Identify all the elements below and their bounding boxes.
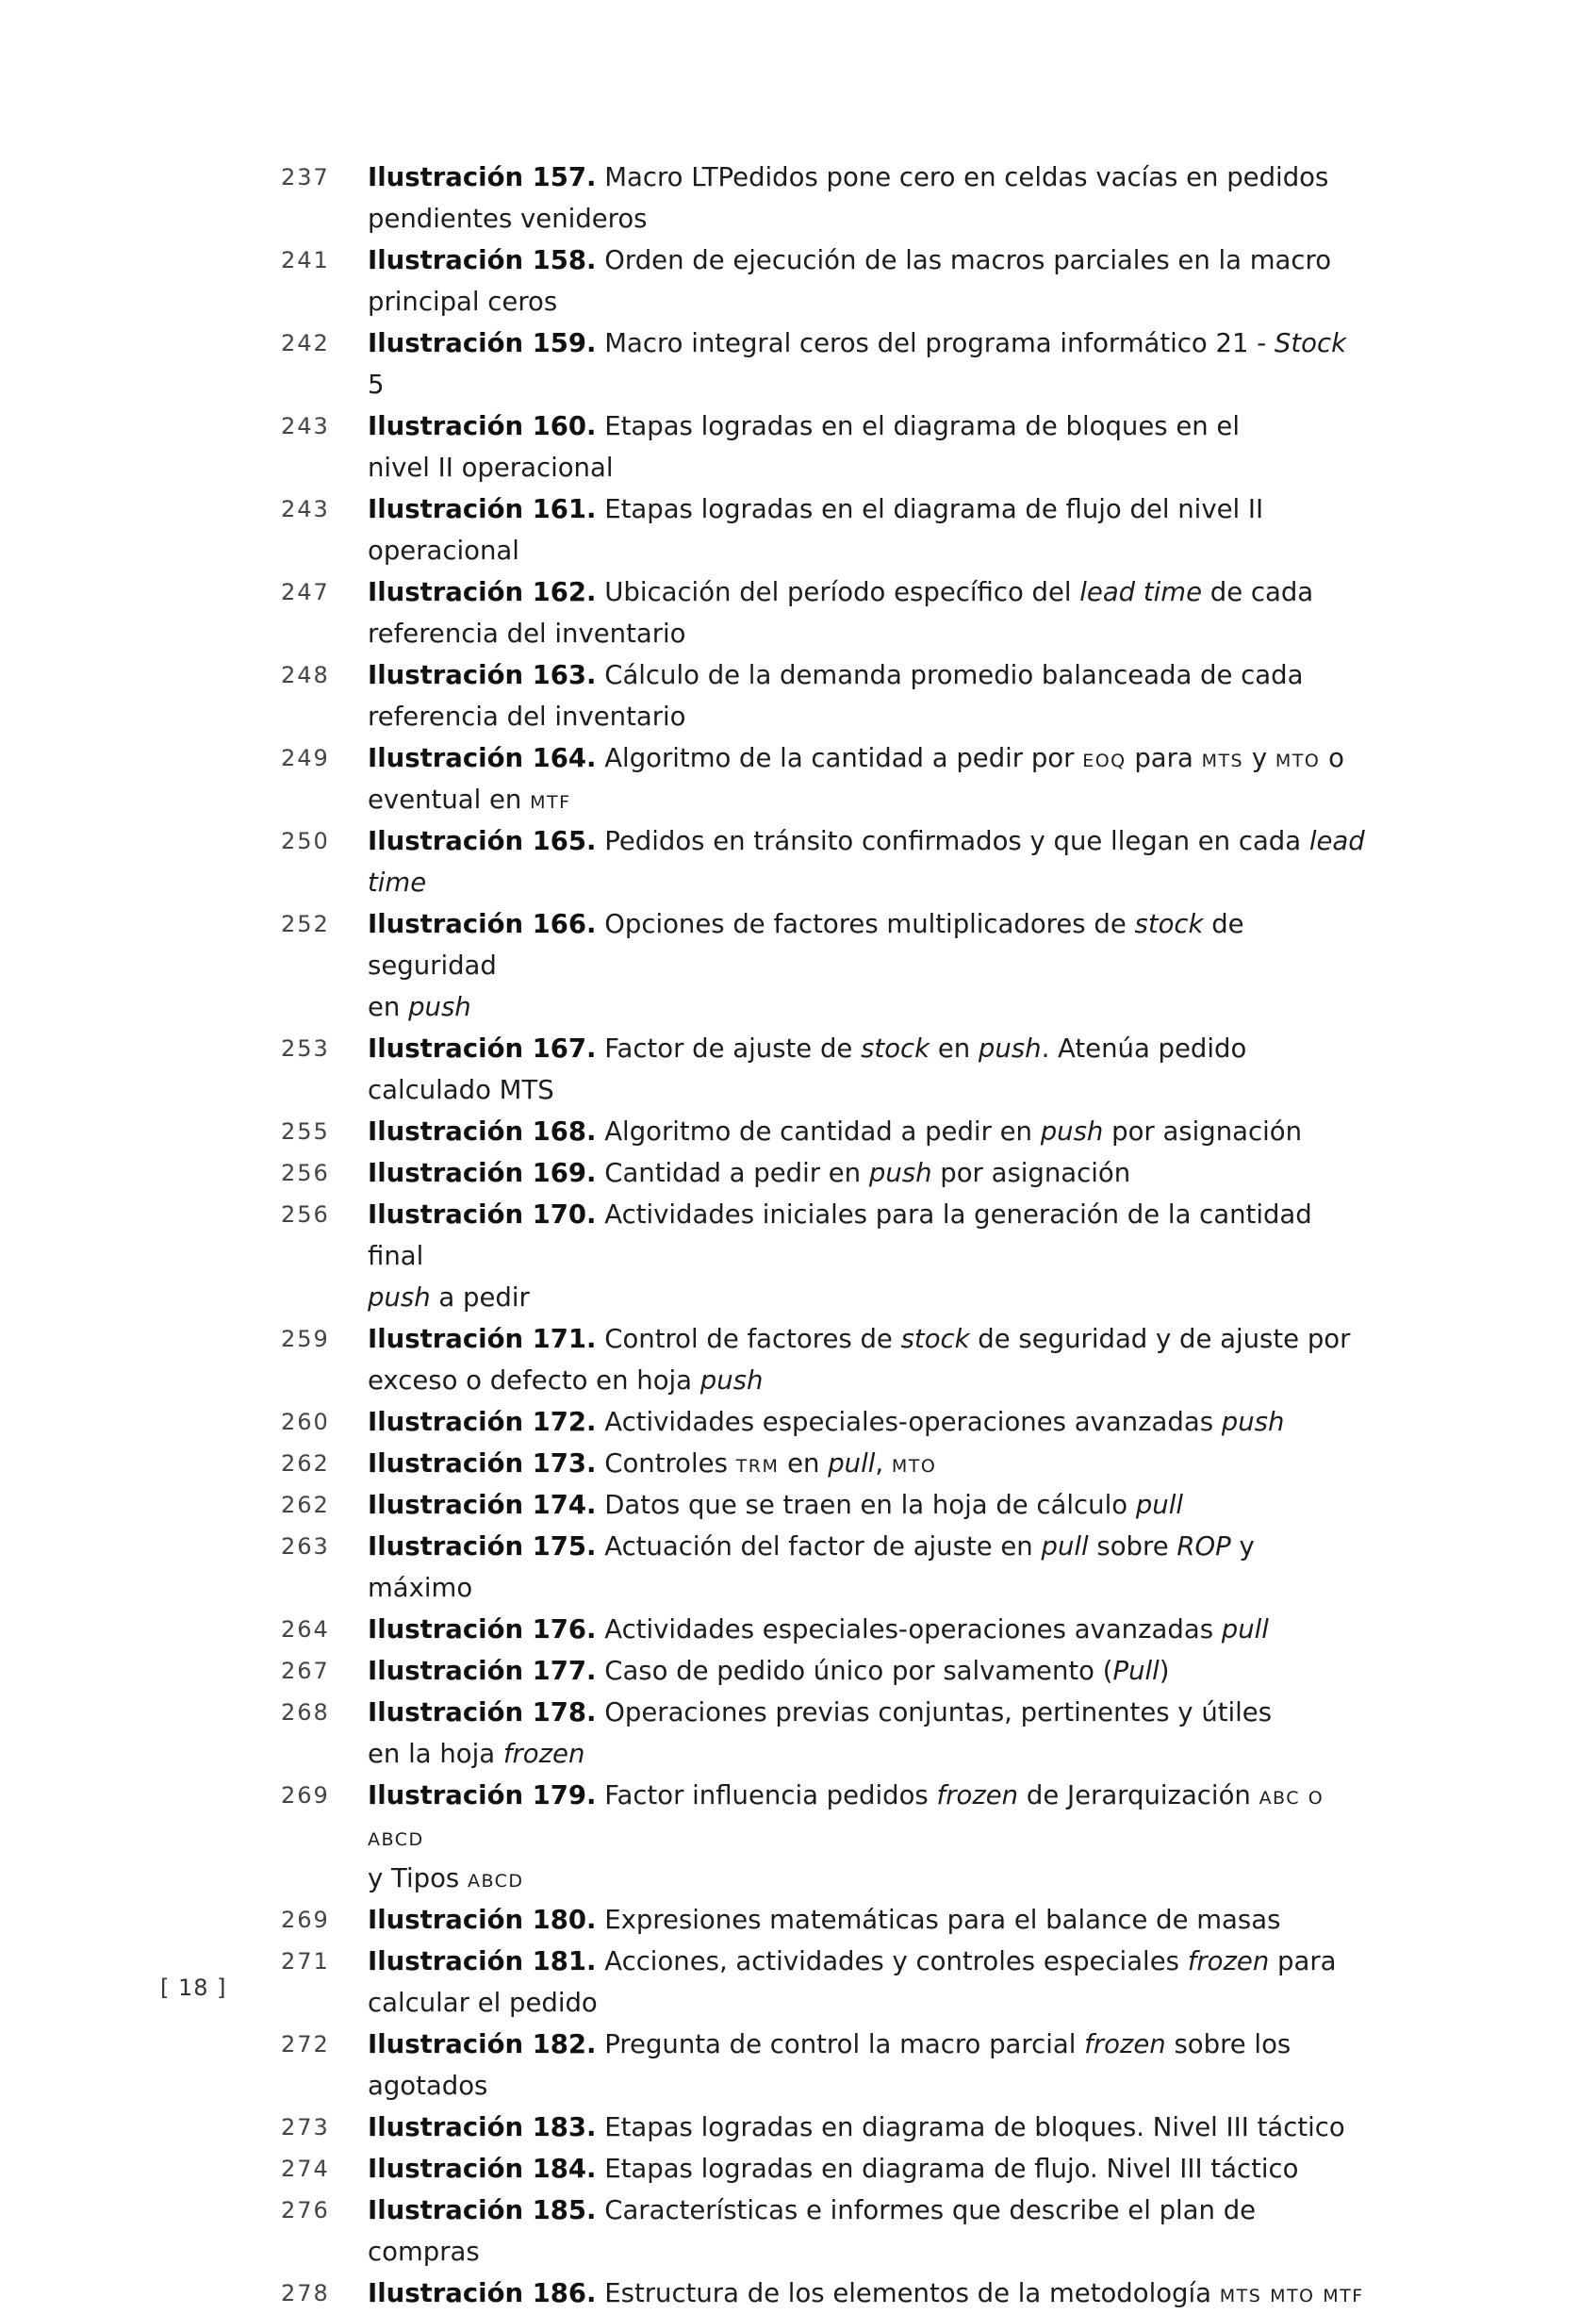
entry-label: Ilustración 171. bbox=[368, 1324, 597, 1354]
entry-text bbox=[368, 2107, 1367, 2148]
toc-entry bbox=[0, 322, 1596, 405]
entry-label: Ilustración 185. bbox=[368, 2195, 597, 2225]
entry-italic-term: push bbox=[1040, 1116, 1104, 1147]
entry-acronym: mto bbox=[1270, 2278, 1315, 2308]
entry-page-number: 268 bbox=[281, 1699, 330, 1726]
entry-label: Ilustración 161. bbox=[368, 494, 597, 524]
entry-page-number: 253 bbox=[281, 1035, 330, 1062]
entry-title-segment: Cantidad a pedir en bbox=[596, 1158, 869, 1188]
entry-title-segment: Factor de ajuste de bbox=[596, 1033, 862, 1064]
entry-text bbox=[368, 1152, 1367, 1194]
toc-entry bbox=[0, 1152, 1596, 1194]
entry-italic-term: push bbox=[978, 1033, 1042, 1064]
entry-italic-term: stock bbox=[861, 1033, 930, 1064]
entry-title-segment: Macro integral ceros del programa informático 21 - bbox=[596, 328, 1275, 358]
entry-italic-term: push bbox=[699, 1365, 764, 1396]
entry-title-segment: de seguridad y de ajuste por exceso o defecto en hoja bbox=[368, 1324, 1351, 1396]
entry-title-segment: Etapas logradas en el diagrama de bloques en el bbox=[596, 411, 1240, 441]
entry-page-number: 237 bbox=[281, 164, 330, 190]
entry-label: Ilustración 172. bbox=[368, 1407, 597, 1437]
entry-italic-term: pull bbox=[1221, 1614, 1269, 1645]
entry-label: Ilustración 158. bbox=[368, 245, 597, 275]
entry-text bbox=[368, 820, 1367, 903]
entry-text bbox=[368, 1443, 1367, 1484]
entry-title-segment: sobre los agotados bbox=[368, 2029, 1292, 2101]
entry-italic-term: Pull bbox=[1112, 1656, 1160, 1686]
entry-title-segment: Opciones de factores multiplicadores de bbox=[596, 909, 1135, 939]
entry-label: Ilustración 176. bbox=[368, 1614, 597, 1645]
entry-label: Ilustración 168. bbox=[368, 1116, 597, 1147]
entry-page-number: 249 bbox=[281, 745, 330, 771]
entry-label: Ilustración 177. bbox=[368, 1656, 597, 1686]
entry-title-segment: Etapas logradas en diagrama de bloques. Nivel III táctico bbox=[596, 2112, 1345, 2142]
entry-title-segment: Pregunta de control la macro parcial bbox=[596, 2029, 1085, 2059]
entry-title-segment: ) bbox=[1159, 1656, 1170, 1686]
entry-title-segment: Algoritmo de la cantidad a pedir por bbox=[596, 743, 1083, 773]
toc-entry bbox=[0, 571, 1596, 654]
entry-page-number: 247 bbox=[281, 579, 330, 605]
toc-entry bbox=[0, 1443, 1596, 1484]
entry-title-segment: y máximo bbox=[368, 1531, 1255, 1603]
entry-title-segment: Factor influencia pedidos bbox=[596, 1780, 937, 1810]
entry-text bbox=[368, 903, 1367, 1028]
entry-title-segment: Algoritmo de cantidad a pedir en bbox=[596, 1116, 1041, 1147]
entry-label: Ilustración 173. bbox=[368, 1448, 597, 1479]
entry-text bbox=[368, 1609, 1367, 1650]
entry-title-segment: Control de factores de bbox=[596, 1324, 901, 1354]
entry-title-segment bbox=[1300, 1780, 1308, 1810]
entry-page-number: 267 bbox=[281, 1658, 330, 1684]
entry-title-segment: para bbox=[1126, 743, 1202, 773]
entry-text bbox=[368, 1028, 1367, 1111]
entry-title-segment: Estructura de los elementos de la metodología bbox=[596, 2278, 1220, 2308]
entry-text bbox=[368, 1775, 1367, 1899]
entry-page-number: 243 bbox=[281, 413, 330, 439]
entry-page-number: 272 bbox=[281, 2031, 330, 2058]
entry-title-segment: por asignación bbox=[1103, 1116, 1303, 1147]
entry-text bbox=[368, 654, 1367, 737]
entry-label: Ilustración 169. bbox=[368, 1158, 597, 1188]
toc-entry bbox=[0, 1899, 1596, 1941]
entry-title-segment: Ubicación del período específico del bbox=[596, 577, 1080, 607]
entry-title-segment: Cálculo de la demanda promedio balanceada de cada referencia del inventario bbox=[368, 660, 1304, 732]
toc-entry bbox=[0, 1941, 1596, 2024]
entry-label: Ilustración 178. bbox=[368, 1697, 597, 1727]
entry-label: Ilustración 164. bbox=[368, 743, 597, 773]
entry-label: Ilustración 159. bbox=[368, 328, 597, 358]
toc-entry bbox=[0, 240, 1596, 322]
entry-label: Ilustración 160. bbox=[368, 411, 597, 441]
entry-text bbox=[368, 2190, 1367, 2273]
entry-label: Ilustración 166. bbox=[368, 909, 597, 939]
entry-acronym: eoq bbox=[1082, 743, 1127, 773]
entry-title-segment: para bbox=[1269, 1946, 1337, 1976]
entry-text bbox=[368, 1111, 1367, 1152]
entry-title-segment: Datos que se traen en la hoja de cálculo bbox=[596, 1490, 1136, 1520]
entry-title-segment: Controles bbox=[596, 1448, 736, 1479]
entry-text bbox=[368, 571, 1367, 654]
toc-entry bbox=[0, 1111, 1596, 1152]
entry-page-number: 274 bbox=[281, 2156, 330, 2182]
toc-entry bbox=[0, 654, 1596, 737]
entry-acronym: mtf bbox=[530, 785, 571, 815]
entry-title-segment: Actuación del factor de ajuste en bbox=[596, 1531, 1042, 1562]
entry-title-segment: de cada referencia del inventario bbox=[368, 577, 1314, 649]
entry-title-segment: Actividades iniciales para la generación de la cantidad final bbox=[368, 1199, 1312, 1271]
toc-entry bbox=[0, 1692, 1596, 1775]
entry-title-segment bbox=[1261, 2278, 1270, 2308]
entry-page-number: 256 bbox=[281, 1160, 330, 1186]
entry-italic-term: stock bbox=[900, 1324, 970, 1354]
entry-title-segment: a pedir bbox=[430, 1282, 530, 1313]
entry-text bbox=[368, 488, 1367, 571]
entry-italic-term: push bbox=[368, 1282, 431, 1313]
entry-text bbox=[368, 405, 1367, 488]
toc-entry bbox=[0, 1194, 1596, 1318]
entry-page-number: 256 bbox=[281, 1201, 330, 1228]
entry-text bbox=[368, 2024, 1367, 2107]
entry-page-number: 255 bbox=[281, 1118, 330, 1145]
entry-italic-term: lead time bbox=[1079, 577, 1203, 607]
entry-italic-term: pull bbox=[1041, 1531, 1089, 1562]
entry-page-number: 252 bbox=[281, 911, 330, 937]
entry-acronym: mto bbox=[891, 1448, 937, 1479]
entry-title-segment: . Atenúa pedido calculado MTS bbox=[368, 1033, 1247, 1105]
entry-page-number: 262 bbox=[281, 1492, 330, 1518]
toc-entry bbox=[0, 405, 1596, 488]
entry-label: Ilustración 183. bbox=[368, 2112, 597, 2142]
entry-page-number: 241 bbox=[281, 247, 330, 273]
entry-title-segment: sobre bbox=[1088, 1531, 1177, 1562]
entry-text bbox=[368, 1650, 1367, 1692]
entry-title-segment: calcular el pedido bbox=[368, 1988, 598, 2018]
entry-page-number: 269 bbox=[281, 1907, 330, 1933]
toc-entry bbox=[0, 1650, 1596, 1692]
entry-acronym: abcd bbox=[368, 1822, 424, 1852]
entry-label: Ilustración 174. bbox=[368, 1490, 597, 1520]
entry-text bbox=[368, 2148, 1367, 2190]
entry-acronym: trm bbox=[735, 1448, 780, 1479]
toc-entry bbox=[0, 1609, 1596, 1650]
entry-label: Ilustración 179. bbox=[368, 1780, 597, 1810]
entry-italic-term: pull bbox=[828, 1448, 876, 1479]
entry-italic-term: ROP bbox=[1176, 1531, 1231, 1562]
entry-title-segment: Operaciones previas conjuntas, pertinentes y útiles bbox=[596, 1697, 1273, 1727]
entry-acronym: abc bbox=[1259, 1780, 1301, 1810]
entry-title-segment: Orden de ejecución de las macros parciales en la macro principal ceros bbox=[368, 245, 1332, 317]
entry-page-number: 269 bbox=[281, 1782, 330, 1809]
entry-title-segment: nivel II operacional bbox=[368, 453, 614, 483]
toc-entry bbox=[0, 1318, 1596, 1401]
entry-title-segment: en bbox=[368, 992, 409, 1022]
entry-italic-term: lead time bbox=[368, 826, 1365, 898]
entry-title-segment: eventual en bbox=[368, 785, 531, 815]
entry-page-number: 242 bbox=[281, 330, 330, 356]
entry-title-segment: por asignación bbox=[931, 1158, 1131, 1188]
toc-entry bbox=[0, 903, 1596, 1028]
entry-label: Ilustración 180. bbox=[368, 1905, 597, 1935]
entry-text bbox=[368, 1941, 1367, 2024]
entry-label: Ilustración 157. bbox=[368, 162, 597, 192]
entry-title-segment: Acciones, actividades y controles especiales bbox=[596, 1946, 1188, 1976]
entry-page-number: 263 bbox=[281, 1533, 330, 1560]
toc-entry bbox=[0, 1775, 1596, 1899]
entry-title-segment: en bbox=[779, 1448, 829, 1479]
entry-title-segment bbox=[1315, 2278, 1324, 2308]
entry-title-segment: Actividades especiales-operaciones avanzadas bbox=[596, 1614, 1222, 1645]
entry-label: Ilustración 186. bbox=[368, 2278, 597, 2308]
entry-italic-term: frozen bbox=[1084, 2029, 1166, 2059]
entry-page-number: 271 bbox=[281, 1948, 330, 1975]
entry-title-segment: Etapas logradas en el diagrama de flujo del nivel II operacional bbox=[368, 494, 1264, 566]
entry-text bbox=[368, 1484, 1367, 1526]
entry-page-number: 243 bbox=[281, 496, 330, 522]
entry-acronym: mts bbox=[1201, 743, 1244, 773]
toc-entry bbox=[0, 1028, 1596, 1111]
entry-label: Ilustración 162. bbox=[368, 577, 597, 607]
toc-entry bbox=[0, 737, 1596, 820]
entry-title-segment: , bbox=[875, 1448, 892, 1479]
entry-page-number: 259 bbox=[281, 1326, 330, 1352]
entry-title-segment: 5 bbox=[368, 370, 385, 400]
entry-title-segment: Actividades especiales-operaciones avanzadas bbox=[596, 1407, 1222, 1437]
entry-label: Ilustración 167. bbox=[368, 1033, 597, 1064]
entry-page-number: 248 bbox=[281, 662, 330, 688]
entry-title-segment: Pedidos en tránsito confirmados y que llegan en cada bbox=[596, 826, 1309, 856]
entry-title-segment: Macro LTPedidos pone cero en celdas vacías en pedidos pendientes venideros bbox=[368, 162, 1329, 234]
entry-title-segment: en la hoja bbox=[368, 1739, 503, 1769]
entry-italic-term: push bbox=[408, 992, 471, 1022]
entry-acronym: mtf bbox=[1323, 2278, 1364, 2308]
entry-page-number: 278 bbox=[281, 2280, 330, 2306]
toc-entry bbox=[0, 488, 1596, 571]
entry-acronym: o bbox=[1308, 1780, 1325, 1810]
entry-title-segment: o bbox=[1320, 743, 1344, 773]
entry-label: Ilustración 175. bbox=[368, 1531, 597, 1562]
entry-text bbox=[368, 322, 1367, 405]
entry-acronym: mts bbox=[1219, 2278, 1262, 2308]
toc-entry bbox=[0, 1526, 1596, 1609]
entry-label: Ilustración 181. bbox=[368, 1946, 597, 1976]
entry-italic-term: Stock bbox=[1274, 328, 1347, 358]
page-folio: [ 18 ] bbox=[160, 1975, 227, 2001]
entry-text bbox=[368, 1401, 1367, 1443]
entry-page-number: 276 bbox=[281, 2197, 330, 2223]
toc-entry bbox=[0, 2273, 1596, 2314]
entry-title-segment: y bbox=[1243, 743, 1275, 773]
entry-page-number: 250 bbox=[281, 828, 330, 854]
table-of-illustrations bbox=[0, 157, 1596, 2314]
entry-title-segment: y Tipos bbox=[368, 1863, 468, 1893]
entry-text bbox=[368, 157, 1367, 240]
entry-italic-term: push bbox=[868, 1158, 932, 1188]
entry-title-segment: de seguridad bbox=[368, 909, 1244, 981]
entry-title-segment: en bbox=[930, 1033, 979, 1064]
entry-text bbox=[368, 2273, 1367, 2314]
entry-italic-term: pull bbox=[1135, 1490, 1183, 1520]
entry-italic-term: frozen bbox=[1187, 1946, 1270, 1976]
entry-label: Ilustración 182. bbox=[368, 2029, 597, 2059]
entry-title-segment: de Jerarquización bbox=[1018, 1780, 1259, 1810]
entry-label: Ilustración 165. bbox=[368, 826, 597, 856]
entry-page-number: 273 bbox=[281, 2114, 330, 2140]
entry-acronym: mto bbox=[1275, 743, 1321, 773]
entry-italic-term: frozen bbox=[502, 1739, 585, 1769]
toc-entry bbox=[0, 1401, 1596, 1443]
entry-acronym: abcd bbox=[467, 1863, 524, 1893]
entry-label: Ilustración 170. bbox=[368, 1199, 597, 1230]
entry-title-segment: Caso de pedido único por salvamento ( bbox=[596, 1656, 1113, 1686]
entry-text bbox=[368, 240, 1367, 322]
entry-text bbox=[368, 1318, 1367, 1401]
toc-entry bbox=[0, 2107, 1596, 2148]
entry-text bbox=[368, 737, 1367, 820]
entry-page-number: 260 bbox=[281, 1409, 330, 1435]
entry-title-segment: Características e informes que describe el plan de compras bbox=[368, 2195, 1257, 2267]
entry-label: Ilustración 184. bbox=[368, 2154, 597, 2184]
toc-entry bbox=[0, 2190, 1596, 2273]
entry-italic-term: push bbox=[1221, 1407, 1285, 1437]
entry-text bbox=[368, 1526, 1367, 1609]
entry-page-number: 264 bbox=[281, 1616, 330, 1643]
toc-entry bbox=[0, 2148, 1596, 2190]
toc-entry bbox=[0, 2024, 1596, 2107]
entry-text bbox=[368, 1899, 1367, 1941]
entry-text bbox=[368, 1194, 1367, 1318]
entry-title-segment: Expresiones matemáticas para el balance de masas bbox=[596, 1905, 1281, 1935]
entry-italic-term: frozen bbox=[936, 1780, 1019, 1810]
toc-entry bbox=[0, 820, 1596, 903]
toc-entry bbox=[0, 1484, 1596, 1526]
toc-entry bbox=[0, 157, 1596, 240]
entry-page-number: 262 bbox=[281, 1450, 330, 1477]
entry-title-segment: Etapas logradas en diagrama de flujo. Nivel III táctico bbox=[596, 2154, 1299, 2184]
entry-text bbox=[368, 1692, 1367, 1775]
entry-italic-term: stock bbox=[1134, 909, 1204, 939]
entry-label: Ilustración 163. bbox=[368, 660, 597, 690]
